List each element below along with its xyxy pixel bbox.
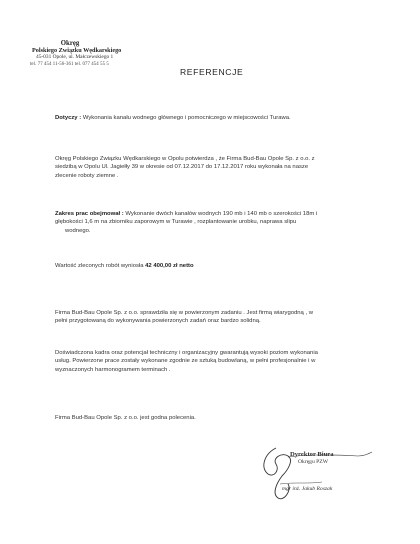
reliability-line-1: Firma Bud-Bau Opole Sp. z o.o. sprawdziła się w powierzonym zadaniu . Jest firmą wiarygodną , w — [55, 310, 313, 316]
value-amount: 42 400,00 zł netto — [145, 263, 194, 269]
org-name-line1: Okręg — [60, 40, 80, 47]
scope-paragraph — [55, 210, 317, 235]
document-title: REFERENCJE — [180, 67, 244, 77]
org-phone: tel. 77 454 11-56-361 tel. 077 454 55 5 — [30, 62, 109, 67]
subject-text: Wykonania kanału wodnego głównego i pomocniczego w miejscowości Turawa. — [81, 115, 291, 121]
signature-block — [258, 444, 378, 504]
confirmation-paragraph — [55, 155, 315, 180]
experience-line-2: usług. Powierzone prace zostały wykonane zgodnie ze sztuką budowlaną, w pełni profesjonalnie i w — [55, 358, 316, 365]
confirmation-line-2: siedzibą w Opolu Ul. Jagiełły 39 w okresie od 07.12.2017 do 17.12.2017 roku wykonała na nasze — [55, 164, 309, 171]
subject-paragraph — [55, 114, 291, 122]
confirmation-line-1: Okręg Polskiego Związku Wędkarskiego w Opolu potwierdza , że Firma Bud-Bau Opole Sp. z o.o. z — [55, 156, 315, 162]
value-text: Wartość zleconych robót wyniosła — [55, 263, 146, 269]
org-address: 45-031 Opole, ul. Małczewskiego 1 — [36, 54, 114, 60]
letterhead-stamp — [28, 40, 148, 68]
subject-label: Dotyczy : — [55, 115, 82, 121]
reliability-paragraph — [55, 309, 313, 326]
experience-line-1: Doświadczona kadra oraz potencjał techniczny i organizacyjny gwarantują wysoki poziom wykonania — [55, 350, 318, 356]
recommendation-paragraph — [55, 414, 196, 422]
org-name-line2: Polskiego Związku Wędkarskiego — [32, 47, 122, 54]
recommendation-text: Firma Bud-Bau Opole Sp. z o.o. jest godna polecenia. — [55, 415, 196, 421]
signature-engineer: mgr inż. Jakub Roszak — [282, 486, 333, 492]
confirmation-line-3: zlecenie roboty ziemne . — [55, 172, 119, 179]
scope-line-1: Wykonanie dwóch kanałów wodnych 190 mb i 140 mb o szerokości 18m i — [123, 211, 318, 217]
scope-label: Zakres prac obejmował : — [55, 211, 124, 217]
experience-line-3: wyznaczonych harmonogramem terminach . — [55, 366, 171, 373]
signature-role: Okręgu PZW — [298, 459, 328, 465]
scope-line-3: wodnego. — [65, 227, 91, 234]
value-paragraph — [55, 262, 194, 270]
signature-title: Dyrektor Biura — [290, 451, 334, 458]
scope-line-2: głębokości 1,6 m na zbiorniku zaporowym w Turawie , rozplantowanie urobku, naprawa slipu — [55, 219, 297, 226]
reliability-line-2: pełni przygotowaną do wykonywania powierzonych zadań oraz bardzo solidną. — [55, 318, 261, 325]
experience-paragraph — [55, 349, 318, 374]
